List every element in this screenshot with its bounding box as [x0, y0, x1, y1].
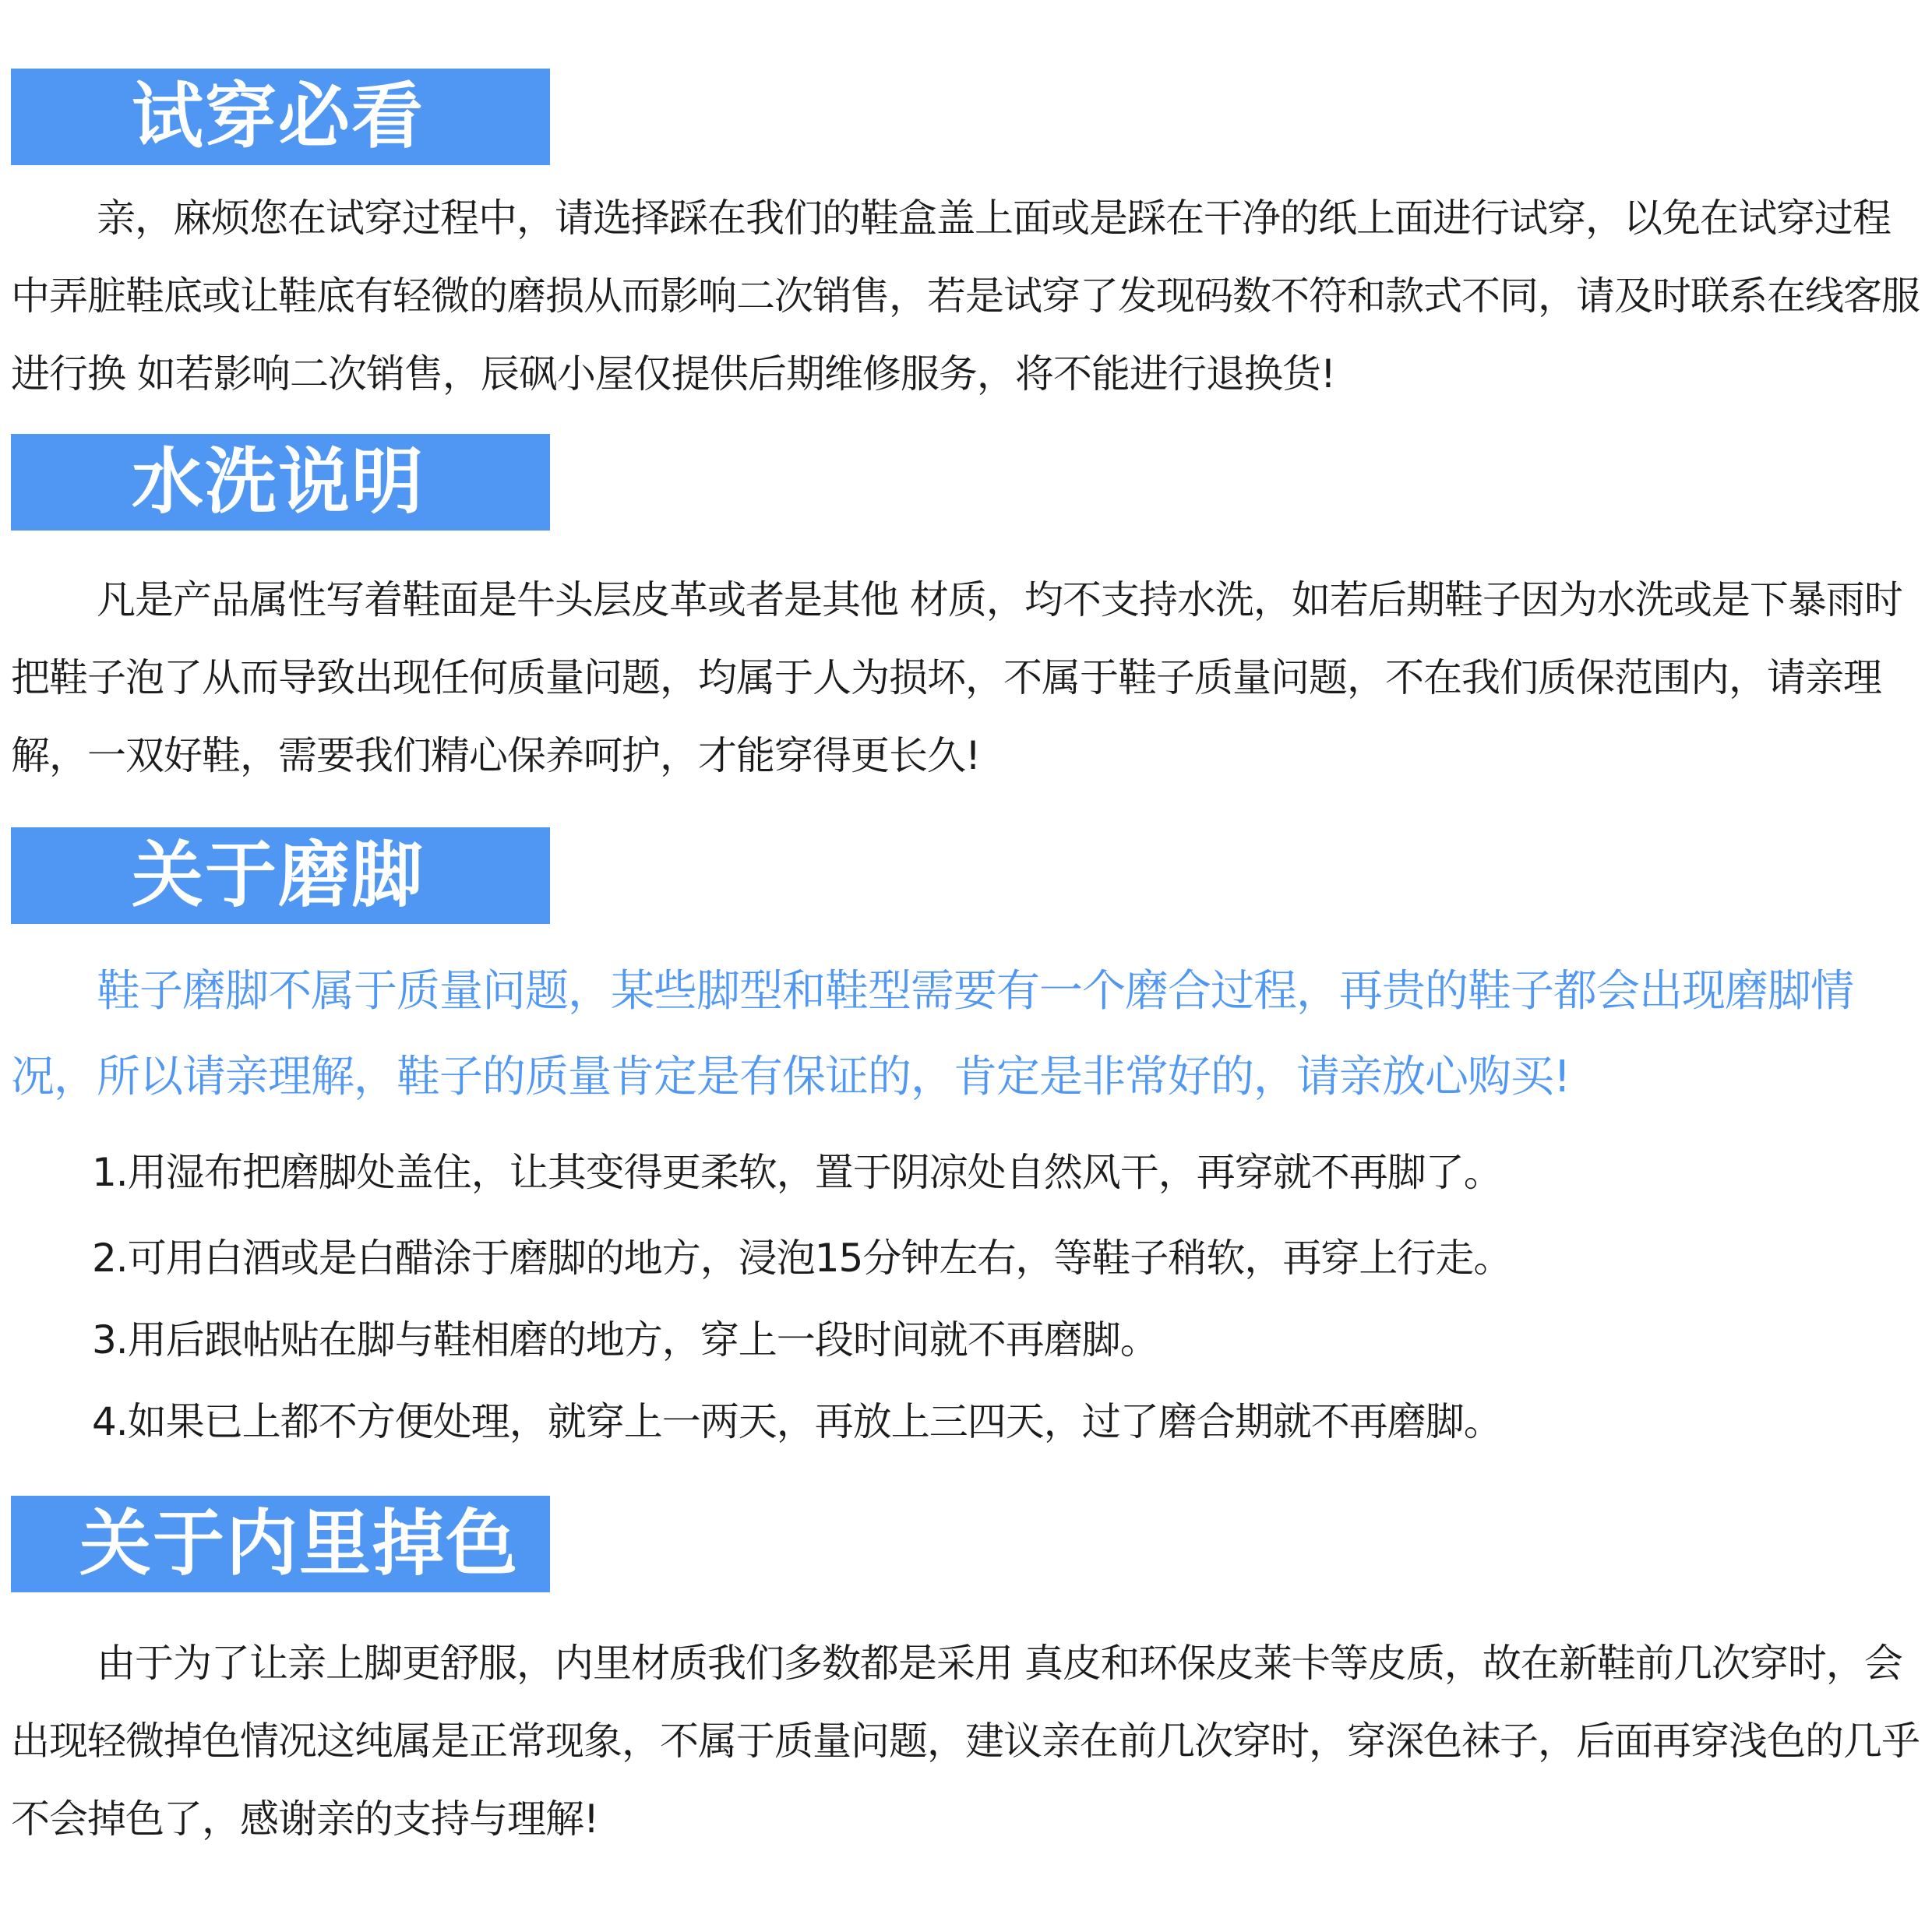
foot-rubbing-tip-3: 3.用后跟帖贴在脚与鞋相磨的地方，穿上一段时间就不再磨脚。	[92, 1317, 1158, 1363]
section-title-try-on: 试穿必看	[132, 75, 425, 158]
section-title-lining-color: 关于内里掉色	[79, 1502, 520, 1585]
foot-rubbing-paragraph: 鞋子磨脚不属于质量问题，某些脚型和鞋型需要有一个磨合过程，再贵的鞋子都会出现磨脚情况，所以请亲理解，鞋子的质量肯定是有保证的，肯定是非常好的，请亲放心购买!	[11, 966, 1853, 1102]
washing-paragraph: 凡是产品属性写着鞋面是牛头层皮革或者是其他 材质，均不支持水洗，如若后期鞋子因为水洗或是下暴雨时把鞋子泡了从而导致出现任何质量问题，均属于人为损坏，不属于鞋子质量问题，不在我们质保范围内，请亲理解，一双好鞋，需要我们精心保养呵护，才能穿得更长久!	[11, 577, 1902, 778]
section-title-washing: 水洗说明	[132, 440, 425, 524]
section-title-banner-try-on	[11, 69, 550, 165]
foot-rubbing-tip-1: 1.用湿布把磨脚处盖住，让其变得更柔软，置于阴凉处自然风干，再穿就不再脚了。	[92, 1150, 1502, 1195]
foot-rubbing-tip-2: 2.可用白酒或是白醋涂于磨脚的地方，浸泡15分钟左右，等鞋子稍软，再穿上行走。	[92, 1236, 1512, 1281]
section-title-banner-foot-rubbing	[11, 827, 550, 924]
section-title-banner-washing	[11, 434, 550, 531]
section-title-banner-lining-color	[11, 1496, 550, 1592]
section-title-foot-rubbing: 关于磨脚	[132, 834, 425, 917]
lining-color-paragraph: 由于为了让亲上脚更舒服，内里材质我们多数都是采用 真皮和环保皮莱卡等皮质，故在新鞋前几次穿时，会出现轻微掉色情况这纯属是正常现象，不属于质量问题，建议亲在前几次穿时，穿深色袜子，后面再穿浅色的几乎不会掉色了，感谢亲的支持与理解!	[11, 1641, 1920, 1842]
try-on-paragraph: 亲，麻烦您在试穿过程中，请选择踩在我们的鞋盒盖上面或是踩在干净的纸上面进行试穿，以免在试穿过程中弄脏鞋底或让鞋底有轻微的磨损从而影响二次销售，若是试穿了发现码数不符和款式不同，请及时联系在线客服进行换 如若影响二次销售，辰砜小屋仅提供后期维修服务，将不能进行退换货!	[11, 196, 1920, 397]
foot-rubbing-tip-4: 4.如果已上都不方便处理，就穿上一两天，再放上三四天，过了磨合期就不再磨脚。	[92, 1399, 1502, 1444]
